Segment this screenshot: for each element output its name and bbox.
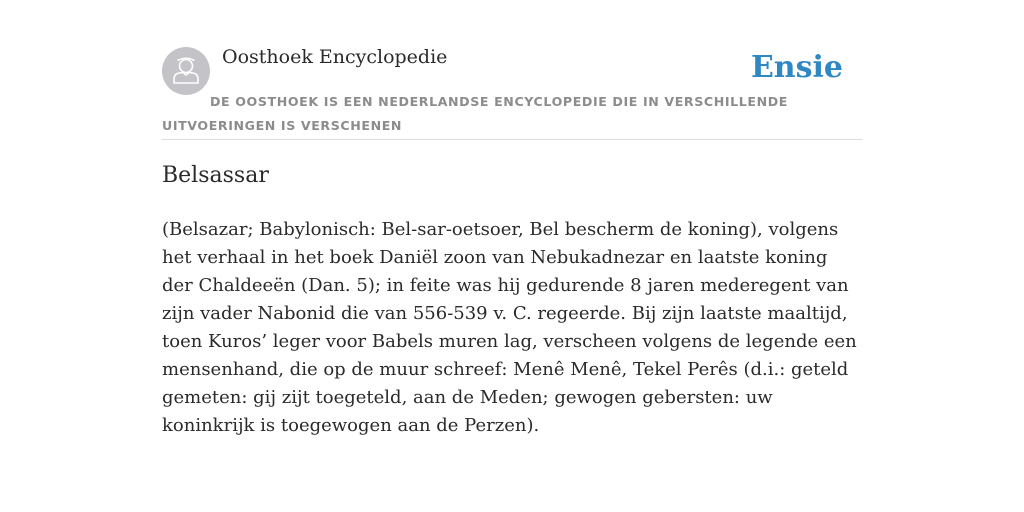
article-body: (Belsazar; Babylonisch: Bel-sar-oetsoer, Bel bescherm de koning), volgens het verhaal in het boek Daniël zoon van Nebukadnezar en laatste koning der Chaldeeën (Dan. 5); in feite was hij gedurende 8 jaren mederegent van zijn vader Nabonid die van 556-539 v. C. regeerde. Bij zijn laatste maaltijd, toen Kuros’ leger voor Babels muren lag, verscheen volgens de legende een mensenhand, die op de muur schreef: Menê Menê, Tekel Perês (d.i.: geteld gemeten: gij zijt toegeteld, aan de Meden; gewogen gebersten: uw koninkrijk is toegewogen aan de Perzen). bbox=[162, 219, 857, 436]
ensie-logo[interactable]: Ensie bbox=[750, 50, 843, 85]
site-name-link[interactable]: Oosthoek Encyclopedie bbox=[222, 46, 448, 68]
user-avatar-icon[interactable] bbox=[162, 47, 210, 95]
article-title: Belsassar bbox=[162, 163, 269, 188]
header bbox=[162, 40, 862, 140]
site-tagline: DE OOSTHOEK IS EEN NEDERLANDSE ENCYCLOPEDIE DIE IN VERSCHILLENDE UITVOERINGEN IS VERSCHENEN bbox=[162, 94, 789, 133]
